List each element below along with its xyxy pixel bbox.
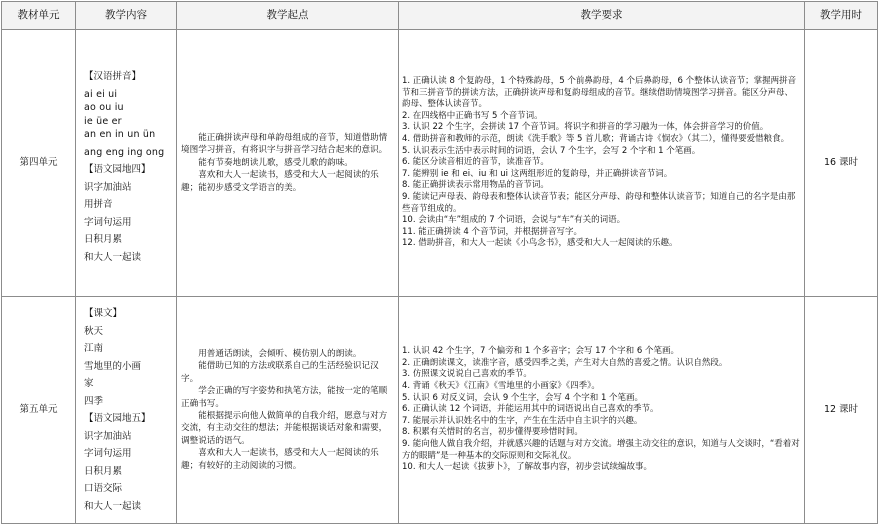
- requirement-item: 9. 能向他人做自我介绍，并就感兴趣的话题与对方交流。增强主动交往的意识，知道与人交谈时，“看着对方的眼睛”是一种基本的交际原则和交际礼仪。: [402, 438, 800, 461]
- requirement-item: 3. 仿照课文说说自己喜欢的季节。: [402, 369, 532, 380]
- start-paragraph: 能有节奏地朗读儿歌，感受儿歌的韵味。: [198, 157, 353, 168]
- start-paragraph: 用普通话朗读，会倾听、模仿别人的朗读。: [198, 348, 362, 359]
- start-paragraph: 能借助已知的方法或联系自己的生活经验识记汉字。: [181, 361, 379, 384]
- content-line: ai ei ui: [84, 88, 118, 100]
- content-cell: [76, 297, 177, 524]
- content-line: ie üe er: [84, 115, 122, 127]
- requirement-item: 3. 认识 22 个生字，会拼读 17 个音节词。将识字和拼音的学习融为一体，体会拼音学习的价值。: [402, 122, 769, 133]
- requirement-item: 8. 能正确拼读表示常用物品的音节词。: [402, 180, 549, 191]
- hours-cell: 16 课时: [805, 30, 878, 297]
- content-line: 口语交际: [84, 483, 123, 494]
- content-line: 四季: [84, 395, 104, 407]
- content-line: 和大人一起读: [84, 500, 142, 512]
- requirement-item: 11. 能正确拼读 4 个音节词，并根据拼音写字。: [402, 226, 583, 237]
- requirement-item: 1. 正确认读 8 个复韵母，1 个特殊韵母，5 个前鼻韵母，4 个后鼻韵母，6 个整体认读音节；掌握两拼音节和三拼音节的拼读方法，正确拼读声母和复韵母组成的音节。继续借助情境图学习拼音。能区分声母、韵母、整体认读音节。: [402, 76, 797, 110]
- requirement-item: 1. 认识 42 个生字，7 个偏旁和 1 个多音字；会写 17 个字和 6 个笔画。: [402, 346, 679, 357]
- requirement-item: 5. 认识表示生活中表示时间的词语，会认 7 个生字，会写 2 个字和 1 个笔画。: [402, 145, 701, 156]
- content-line: 字词句运用: [84, 448, 132, 459]
- requirement-item: 7. 能辨别 ie 和 ei、iu 和 ui 这两组形近的复韵母，并正确拼读音节词。: [402, 168, 673, 179]
- header-unit: 教材单元: [2, 2, 76, 30]
- start-paragraph: 学会正确的写字姿势和执笔方法，能按一定的笔顺正确书写。: [181, 386, 388, 409]
- start-cell: [177, 297, 399, 524]
- content-line: 和大人一起读: [84, 251, 142, 263]
- content-line: 【汉语拼音】: [84, 70, 142, 82]
- requirement-item: 4. 背诵《秋天》《江南》《雪地里的小画家》《四季》。: [402, 381, 600, 392]
- start-paragraph: 能根据提示向他人做简单的自我介绍，愿意与对方交流，有主动交往的想法；并能根据谈话对象和需要，调整说话的语气。: [181, 411, 388, 446]
- requirement-item: 6. 能区分读音相近的音节，读准音节。: [402, 157, 549, 168]
- requirement-item: 12. 借助拼音，和大人一起读《小鸟念书》，感受和大人一起阅读的乐趣。: [402, 238, 678, 249]
- content-line: 江南: [84, 343, 104, 354]
- requirement-item: 10. 和大人一起读《拔萝卜》，了解故事内容，初步尝试续编故事。: [402, 462, 652, 473]
- content-line: 字词句运用: [84, 216, 132, 228]
- requirement-item: 7. 能展示并认识姓名中的生字，产生在生活中自主识字的兴趣。: [402, 415, 643, 426]
- requirement-item: 9. 能读记声母表、韵母表和整体认读音节表；能区分声母、韵母和整体认读音节；知道自己的名字是由那些音节组成的。: [402, 191, 796, 214]
- requirement-item: 2. 正确朗读课文，读准字音，感受四季之美，产生对大自然的喜爱之情。认识自然段。: [402, 357, 728, 368]
- start-cell: [177, 30, 399, 297]
- requirement-item: 10. 会读由“车”组成的 7 个词语，会说与“车”有关的词语。: [402, 215, 626, 226]
- content-line: 识字加油站: [84, 181, 132, 193]
- header-requirements: 教学要求: [399, 2, 805, 30]
- table-row: [2, 297, 878, 524]
- header-start: 教学起点: [177, 2, 399, 30]
- hours-cell: 12 课时: [805, 297, 878, 524]
- requirement-item: 8. 积累有关惜时的名言，初步懂得要珍惜时间。: [402, 427, 583, 438]
- content-line: 【课文】: [84, 308, 123, 319]
- header-row: [2, 2, 878, 30]
- content-line: 日积月累: [84, 465, 123, 477]
- requirement-item: 6. 正确认读 12 个词语，并能运用其中的词语说出自己喜欢的季节。: [402, 404, 659, 415]
- requirement-item: 4. 借助拼音和教师的示范，朗读《洗手歌》等 5 首儿歌；背诵古诗《悯农》（其二），懂得要爱惜粮食。: [402, 134, 790, 145]
- content-line: 家: [84, 378, 94, 389]
- content-line: 【语文园地四】: [84, 164, 151, 176]
- teaching-plan-table: [1, 1, 878, 524]
- content-line: 日积月累: [84, 234, 123, 246]
- content-line: ang eng ing ong: [84, 146, 165, 158]
- content-line: 用拼音: [84, 199, 113, 211]
- header-content: 教学内容: [76, 2, 177, 30]
- content-line: ao ou iu: [84, 102, 124, 114]
- content-line: 识字加油站: [84, 430, 132, 442]
- content-line: 雪地里的小画: [84, 360, 142, 372]
- requirements-cell: [399, 297, 805, 524]
- table-row: [2, 30, 878, 297]
- content-cell: [76, 30, 177, 297]
- start-paragraph: 喜欢和大人一起读书，感受和大人一起阅读的乐趣；有较好的主动阅读的习惯。: [181, 448, 379, 471]
- unit-cell: 第四单元: [2, 30, 76, 297]
- requirement-item: 2. 在四线格中正确书写 5 个音节词。: [402, 110, 543, 121]
- start-paragraph: 喜欢和大人一起读书，感受和大人一起阅读的乐趣；能初步感受文学语言的美。: [181, 170, 379, 193]
- content-line: 秋天: [84, 325, 104, 337]
- content-line: 【语文园地五】: [84, 413, 151, 424]
- start-paragraph: 能正确拼读声母和单韵母组成的音节，知道借助情境图学习拼音，有将识字与拼音学习结合起来的意识。: [181, 132, 388, 156]
- unit-cell: 第五单元: [2, 297, 76, 524]
- requirements-cell: [399, 30, 805, 297]
- header-hours: 教学用时: [805, 2, 878, 30]
- requirement-item: 5. 认识 6 对反义词，会认 9 个生字，会写 4 个字和 1 个笔画。: [402, 392, 644, 403]
- content-line: an en in un ün: [84, 129, 156, 141]
